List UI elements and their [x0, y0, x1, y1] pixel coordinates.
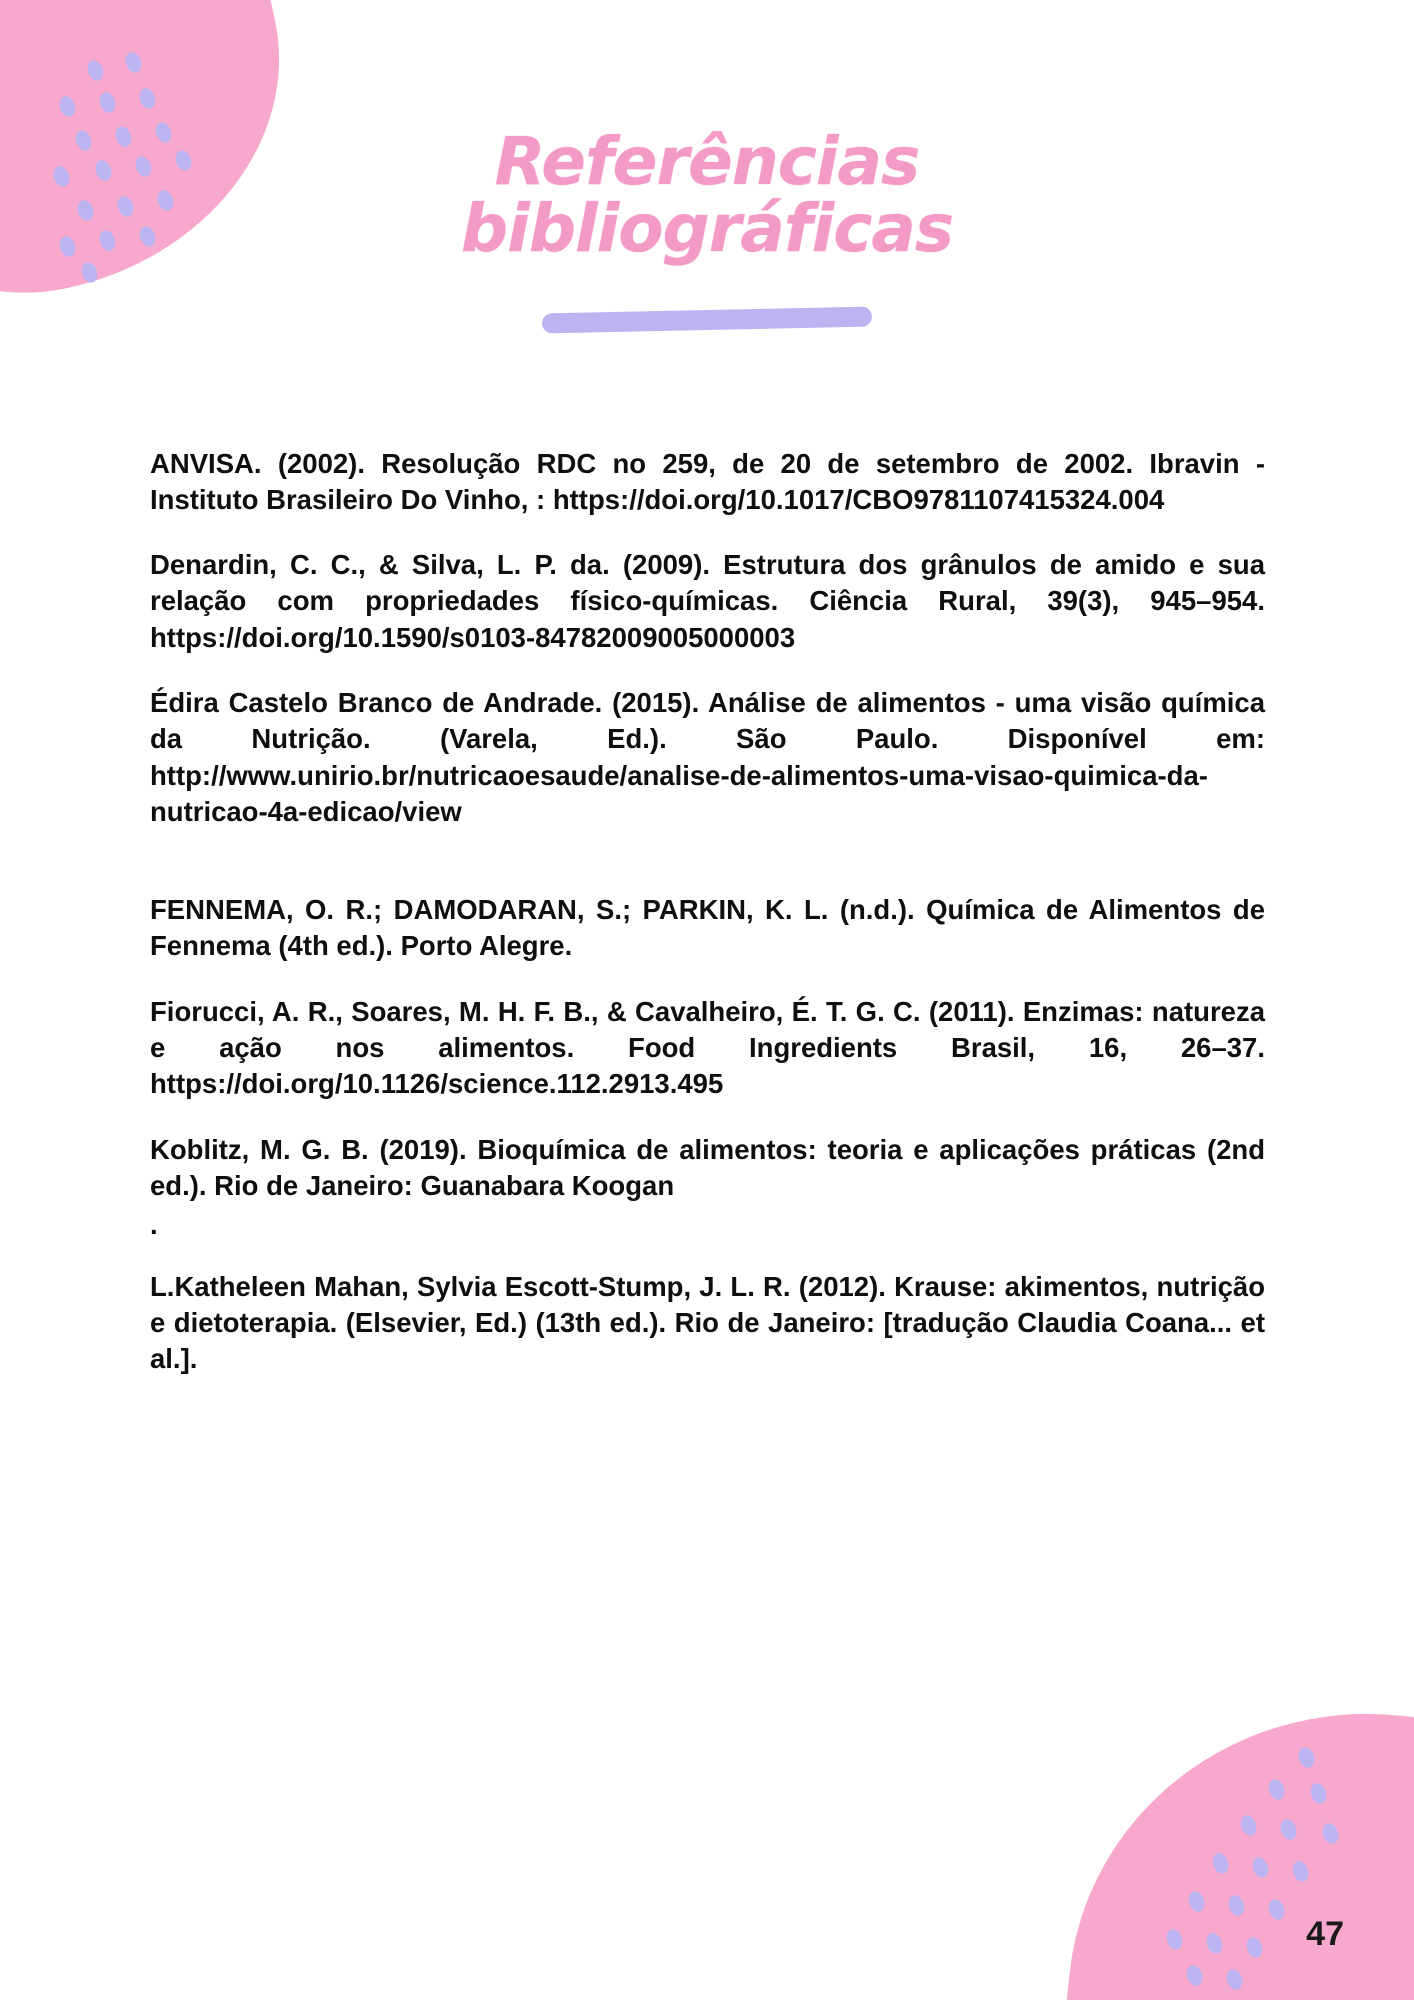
page-number: 47	[1306, 1915, 1344, 1953]
reference-item: FENNEMA, O. R.; DAMODARAN, S.; PARKIN, K. L. (n.d.). Química de Alimentos de Fennema (4th ed.). Porto Alegre.	[150, 894, 1265, 962]
reference-item: L.Katheleen Mahan, Sylvia Escott-Stump, J. L. R. (2012). Krause: akimentos, nutrição e dietoterapia. (Elsevier, Ed.) (13th ed.). Rio de Janeiro: [tradução Claudia Coana... et al.].	[150, 1270, 1265, 1375]
references-list	[150, 418, 1265, 1378]
reference-item: Koblitz, M. G. B. (2019). Bioquímica de alimentos: teoria e aplicações práticas (2nd ed.). Rio de Janeiro: Guanabara Koogan	[150, 1133, 1265, 1201]
reference-item: Fiorucci, A. R., Soares, M. H. F. B., & Cavalheiro, É. T. G. C. (2011). Enzimas: natureza e ação nos alimentos. Food Ingredients Brasil, 16, 26–37. https://doi.org/10.1126/science.112.2913.495	[150, 995, 1265, 1100]
reference-item: Denardin, C. C., & Silva, L. P. da. (2009). Estrutura dos grânulos de amido e sua relação com propriedades físico-químicas. Ciência Rural, 39(3), 945–954. https://doi.org/10.1590/s0103-84782009005000003	[150, 549, 1265, 653]
reference-item: ANVISA. (2002). Resolução RDC no 259, de 20 de setembro de 2002. Ibravin - Instituto Brasileiro Do Vinho, : https://doi.org/10.1017/CBO9781107415324.004	[150, 447, 1265, 515]
page-title-line-2: bibliográficas	[460, 190, 954, 268]
reference-separator-dot: .	[150, 1209, 158, 1241]
decorative-dots-top-left	[0, 0, 300, 300]
reference-item: Édira Castelo Branco de Andrade. (2015). Análise de alimentos - uma visão química da Nutrição. (Varela, Ed.). São Paulo. Disponível em: http://www.unirio.br/nutricaoesaude/analise-de-alimentos-uma-visao-quimica-da-nutricao-4a-edicao/view	[150, 686, 1265, 827]
page-title-line-1: Referências	[494, 123, 920, 200]
decorative-dots-bottom-right	[1094, 1700, 1414, 2000]
title-underline-decoration	[542, 307, 872, 334]
